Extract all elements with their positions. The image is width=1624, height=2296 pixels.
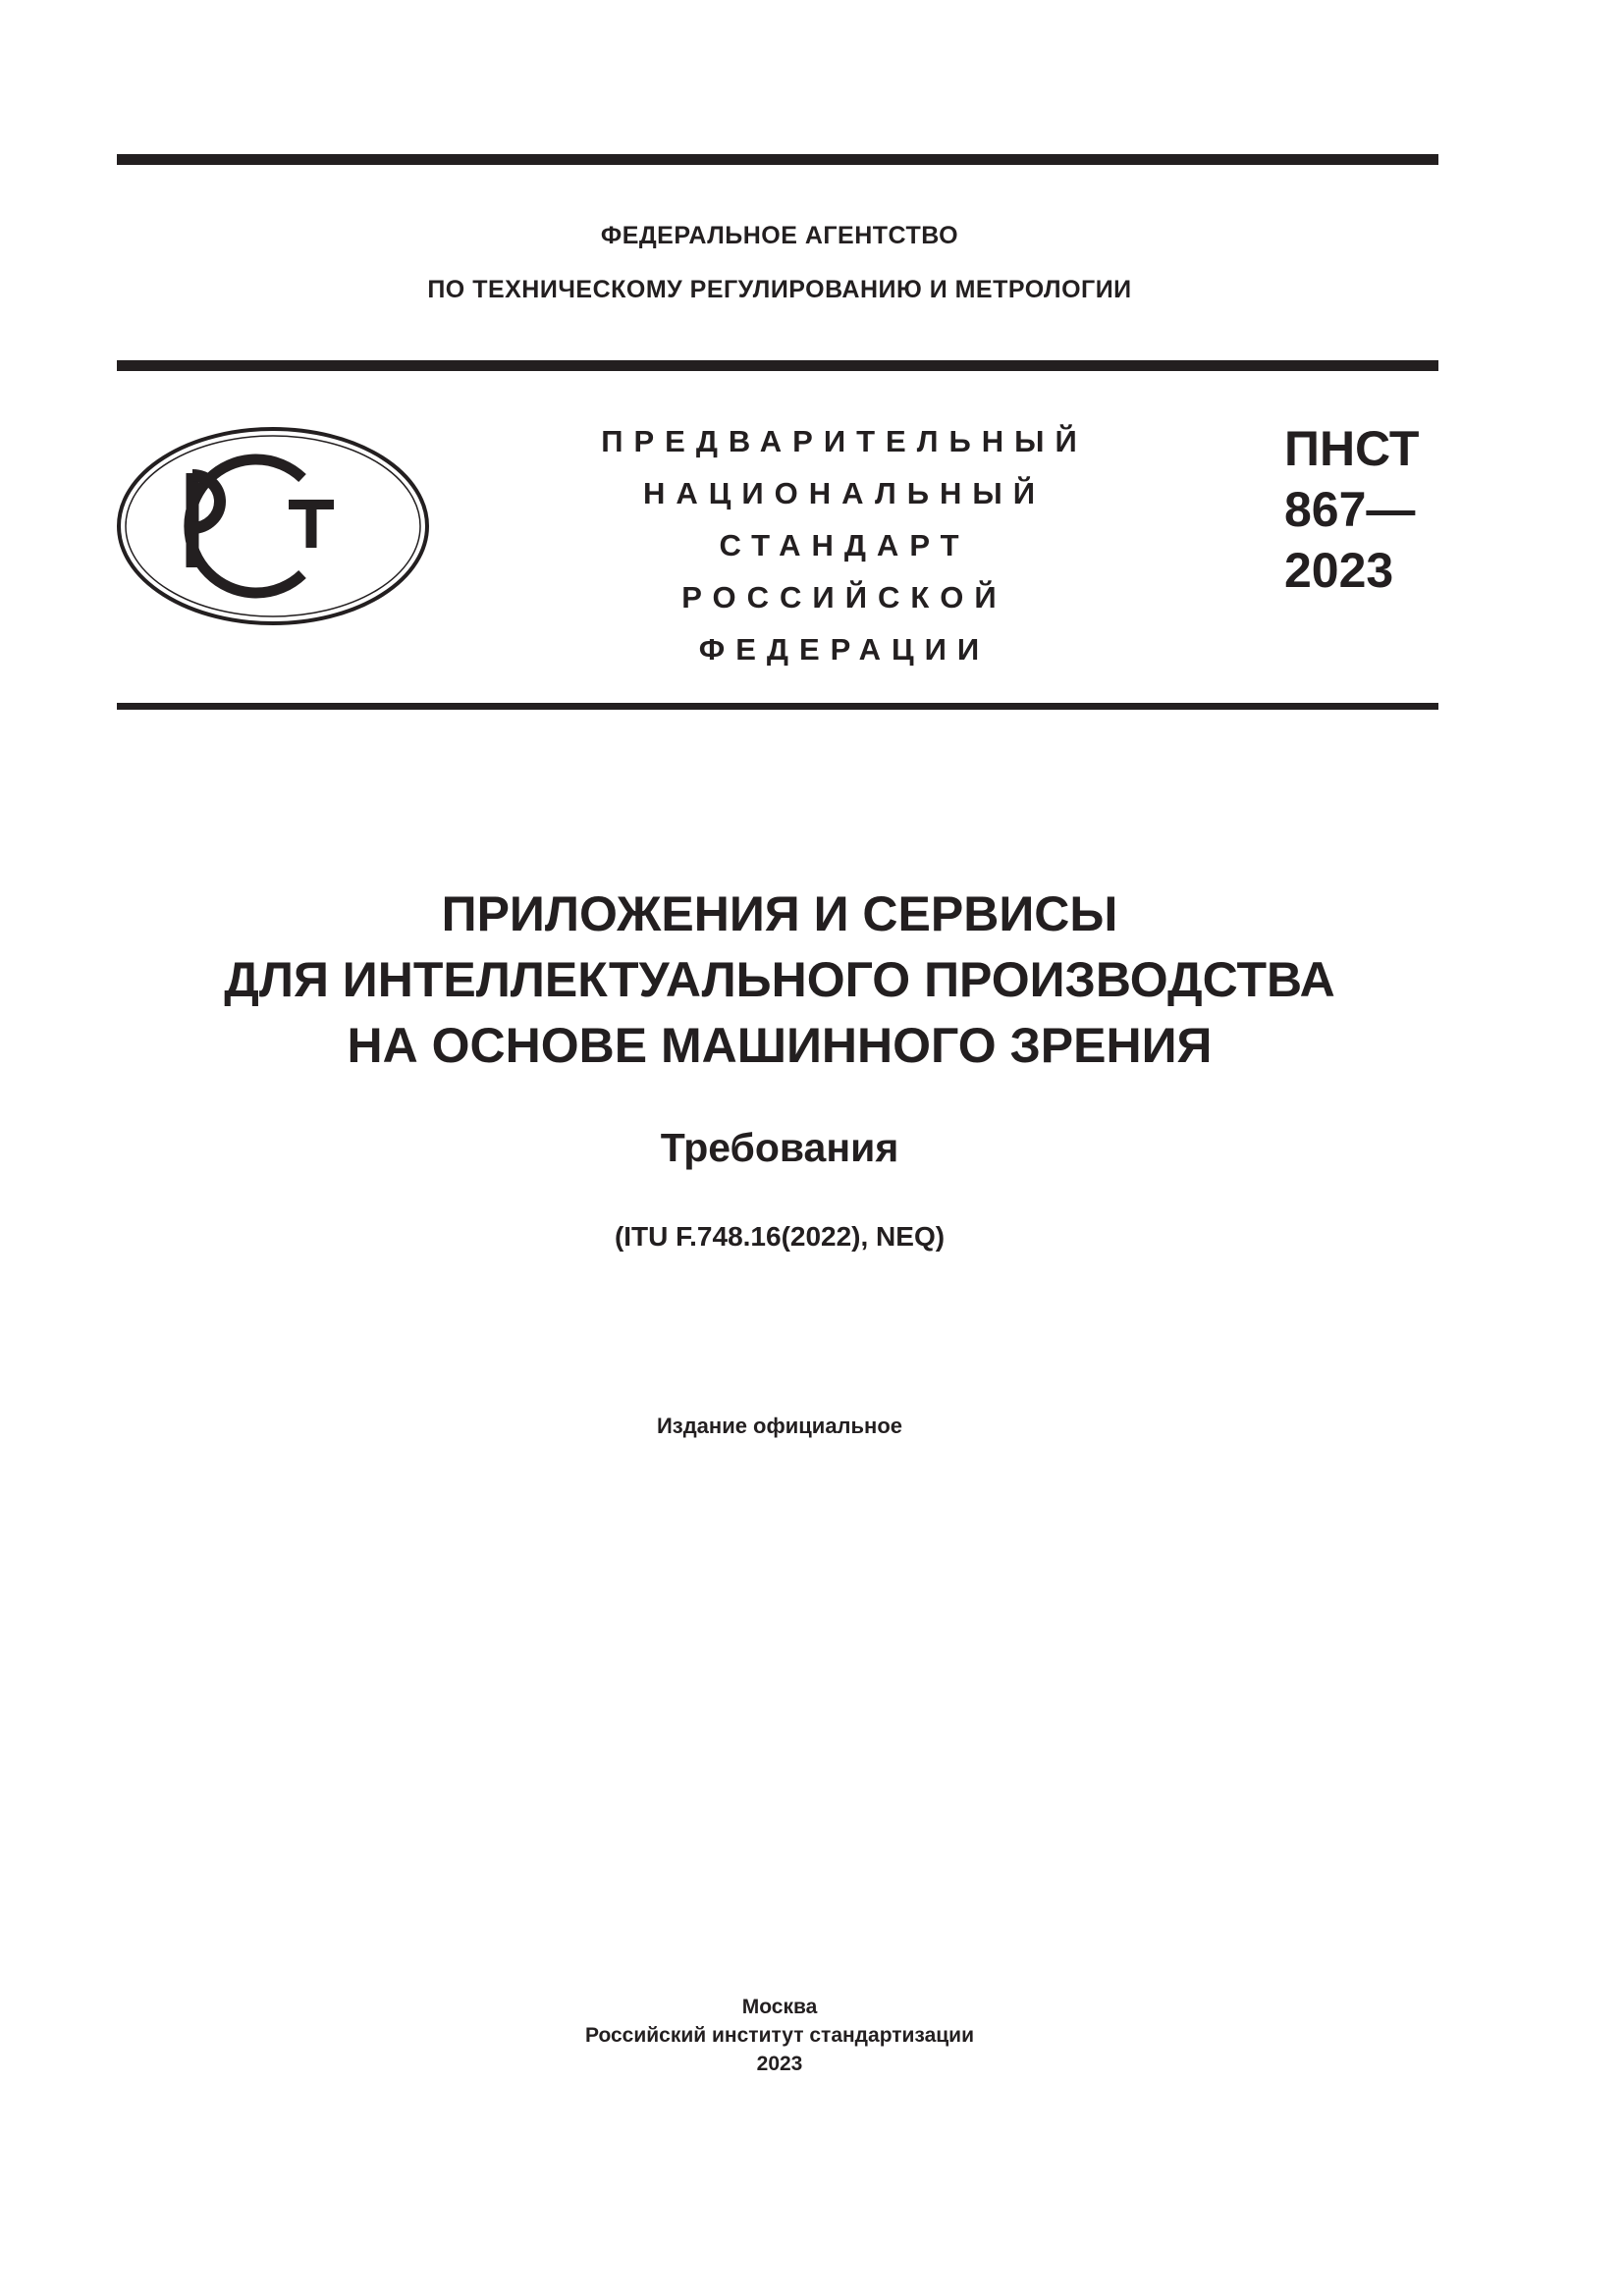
agency-name-line-2: ПО ТЕХНИЧЕСКОМУ РЕГУЛИРОВАНИЮ И МЕТРОЛОГИИ: [427, 276, 1132, 303]
standard-type-line-4: РОССИЙСКОЙ: [681, 580, 1007, 614]
standard-number-value: 867—: [1284, 482, 1416, 537]
standard-type-line-1: ПРЕДВАРИТЕЛЬНЫЙ: [601, 424, 1088, 458]
standard-type-line-3: СТАНДАРТ: [719, 528, 970, 562]
imprint-publisher: Российский институт стандартизации: [584, 2024, 975, 2047]
imprint-city: Москва: [741, 1996, 818, 2018]
middle-rule: [117, 360, 1438, 371]
standard-type-line-2: НАЦИОНАЛЬНЫЙ: [642, 476, 1047, 510]
rst-emblem-icon: [116, 426, 430, 626]
standard-year: 2023: [1284, 543, 1394, 598]
document-title-line-2: ДЛЯ ИНТЕЛЛЕКТУАЛЬНОГО ПРОИЗВОДСТВА: [224, 952, 1335, 1007]
imprint-year: 2023: [756, 2053, 803, 2075]
international-reference: (ITU F.748.16(2022), NEQ): [614, 1221, 946, 1252]
bottom-rule: [117, 703, 1438, 710]
agency-name-line-1: ФЕДЕРАЛЬНОЕ АГЕНТСТВО: [600, 222, 959, 249]
standard-type-line-5: ФЕДЕРАЦИИ: [698, 632, 991, 667]
standard-prefix: ПНСТ: [1284, 421, 1420, 476]
top-rule: [117, 154, 1438, 165]
document-title-line-1: ПРИЛОЖЕНИЯ И СЕРВИСЫ: [441, 886, 1118, 941]
document-title-line-3: НА ОСНОВЕ МАШИННОГО ЗРЕНИЯ: [347, 1018, 1213, 1073]
edition-note: Издание официальное: [656, 1414, 903, 1438]
standard-number: [1284, 418, 1419, 601]
document-subtitle: Требования: [660, 1125, 899, 1170]
